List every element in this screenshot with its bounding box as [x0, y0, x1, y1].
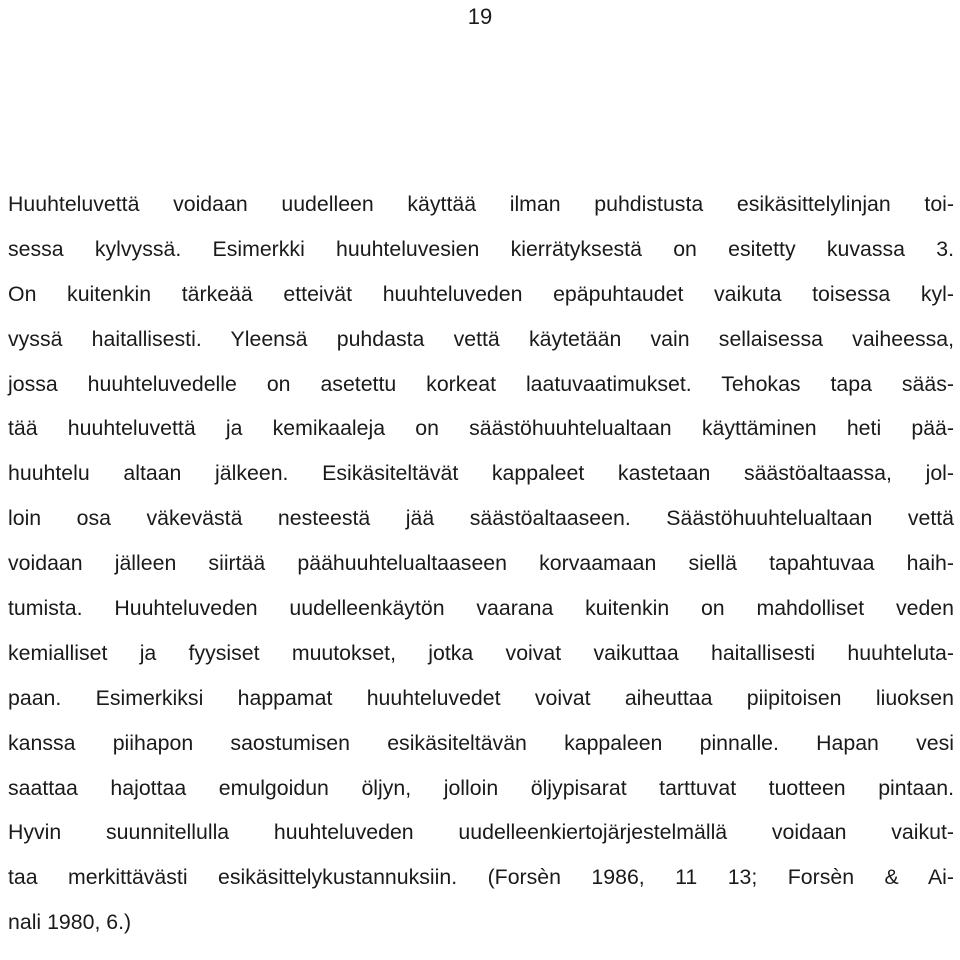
text-line: loin osa väkevästä nesteestä jää säästöaltaaseen. Säästöhuuhtelualtaan vettä — [8, 506, 954, 531]
text-line: huuhtelu altaan jälkeen. Esikäsiteltävät kappaleet kastetaan säästöaltaassa, jol- — [8, 461, 954, 486]
text-line: tumista. Huuhteluveden uudelleenkäytön vaarana kuitenkin on mahdolliset veden — [8, 596, 954, 621]
text-line: Huuhteluvettä voidaan uudelleen käyttää ilman puhdistusta esikäsittelylinjan toi- — [8, 192, 954, 216]
text-line: taa merkittävästi esikäsittelykustannuksiin. (Forsèn 1986, 11 13; Forsèn & Ai- — [8, 865, 954, 890]
text-line: tää huuhteluvettä ja kemikaaleja on säästöhuuhtelualtaan käyttäminen heti pää- — [8, 416, 954, 441]
text-line: jossa huuhteluvedelle on asetettu korkeat laatuvaatimukset. Tehokas tapa sääs- — [8, 371, 954, 396]
text-line: kanssa piihapon saostumisen esikäsiteltävän kappaleen pinnalle. Hapan vesi — [8, 730, 954, 755]
text-line: On kuitenkin tärkeää etteivät huuhteluveden epäpuhtaudet vaikuta toisessa kyl- — [8, 281, 954, 306]
text-line: voidaan jälleen siirtää päähuuhtelualtaaseen korvaamaan siellä tapahtuvaa haih- — [8, 551, 954, 576]
text-line: kemialliset ja fyysiset muutokset, jotka voivat vaikuttaa haitallisesti huuhteluta- — [8, 640, 954, 665]
text-line: vyssä haitallisesti. Yleensä puhdasta vettä käytetään vain sellaisessa vaiheessa, — [8, 326, 954, 351]
text-line: sessa kylvyssä. Esimerkki huuhteluvesien kierrätyksestä on esitetty kuvassa 3. — [8, 236, 954, 261]
text-line: Hyvin suunnitellulla huuhteluveden uudelleenkiertojärjestelmällä voidaan vaikut- — [8, 820, 954, 845]
body-paragraph — [8, 182, 954, 945]
page-number: 19 — [467, 4, 493, 29]
text-line: paan. Esimerkiksi happamat huuhteluvedet voivat aiheuttaa piipitoisen liuoksen — [8, 685, 954, 710]
text-line: saattaa hajottaa emulgoidun öljyn, jolloin öljypisarat tarttuvat tuotteen pintaan. — [8, 775, 954, 800]
text-line: nali 1980, 6.) — [8, 910, 132, 935]
